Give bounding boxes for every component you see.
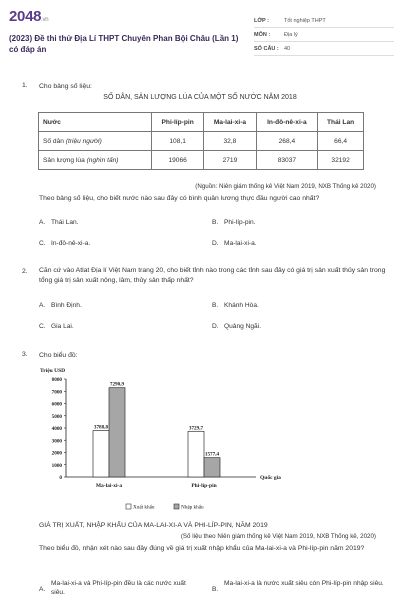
answer-option-b[interactable]: B.Ma-lai-xi-a là nước xuất siêu còn Phi-líp-pin nhập siêu. bbox=[212, 580, 384, 593]
table-cell: 32192 bbox=[318, 151, 364, 170]
chart-bar bbox=[109, 388, 125, 477]
y-tick-label: 1000 bbox=[51, 462, 62, 469]
question-text: Theo bảng số liệu, cho biết nước nào sau đây có bình quân lương thực đầu người cao nhất? bbox=[39, 195, 320, 202]
table-cell: 108,1 bbox=[152, 132, 204, 151]
chart-bar bbox=[204, 458, 220, 477]
question-number: 1. bbox=[22, 82, 28, 89]
answer-option-a[interactable]: A. Bình Định. bbox=[39, 302, 82, 309]
column-header: Thái Lan bbox=[318, 113, 364, 132]
meta-key: MÔN : bbox=[254, 31, 271, 38]
y-tick-label: 4000 bbox=[51, 426, 62, 432]
y-tick-label: 7000 bbox=[51, 389, 62, 396]
y-tick-label: 5000 bbox=[51, 413, 62, 420]
y-tick-label: 3000 bbox=[51, 438, 62, 445]
table-row bbox=[39, 132, 364, 151]
meta-value: Địa lý bbox=[284, 31, 298, 38]
table-title: SỐ DÂN, SẢN LƯỢNG LÚA CỦA MỘT SỐ NƯỚC NĂM 2018 bbox=[103, 94, 297, 101]
question-number: 2. bbox=[22, 268, 28, 275]
data-label: 3729,7 bbox=[188, 425, 204, 432]
question-intro: Cho biểu đồ: bbox=[39, 352, 78, 359]
y-axis-label: Triệu USD bbox=[40, 368, 66, 374]
question-number: 3. bbox=[22, 351, 28, 358]
answer-option-a[interactable]: A. Thái Lan. bbox=[39, 219, 79, 226]
data-table bbox=[38, 112, 364, 170]
x-tick-label: Phi-líp-pin bbox=[191, 483, 217, 489]
legend-swatch bbox=[174, 504, 179, 509]
table-cell: 2719 bbox=[204, 151, 256, 170]
y-tick-label: 8000 bbox=[51, 377, 62, 383]
column-header: Phi-líp-pin bbox=[152, 113, 204, 132]
answer-option-b[interactable]: B. Phi-líp-pin. bbox=[212, 219, 256, 226]
site-logo[interactable]: 2048.vn bbox=[9, 8, 49, 25]
y-tick-label: 2000 bbox=[51, 450, 62, 457]
meta-value: 40 bbox=[284, 45, 291, 52]
table-cell: 83037 bbox=[256, 151, 318, 170]
y-tick-label: 0 bbox=[59, 475, 62, 481]
x-axis-label: Quốc gia bbox=[260, 475, 281, 481]
question-intro: Cho bảng số liệu: bbox=[39, 83, 92, 90]
question-text: Theo biểu đồ, nhận xét nào sau đây đúng về giá trị xuất nhập khẩu của Ma-lai-xi-a và Phi-líp-pin năm 2019? bbox=[39, 545, 365, 552]
answer-option-c[interactable]: C. In-đô-nê-xi-a. bbox=[39, 240, 91, 247]
page-title: (2023) Đề thi thử Địa Lí THPT Chuyên Phan Bội Châu (Lần 1) có đáp án bbox=[9, 34, 239, 54]
table-header-row bbox=[39, 113, 364, 132]
data-label: 7290,9 bbox=[109, 381, 125, 388]
column-header: In-đô-nê-xi-a bbox=[256, 113, 318, 132]
question-text: Căn cứ vào Atlat Địa lí Việt Nam trang 20, cho biết tỉnh nào trong các tỉnh sau đây có giá trị sản xuất thủy sản trong tổng giá trị sản xuất nông, lâm, thủy sản thấp nhất? bbox=[39, 267, 386, 284]
legend-label: Nhập khẩu bbox=[181, 504, 204, 511]
column-header: Nước bbox=[39, 113, 152, 132]
data-label: 3788,8 bbox=[93, 424, 109, 431]
meta-value: Tốt nghiệp THPT bbox=[284, 17, 326, 24]
bar-chart bbox=[30, 362, 290, 514]
source-note: (Số liệu theo Niên giám thống kê Việt Nam 2019, NXB Thống kê, 2020) bbox=[180, 533, 376, 540]
table-cell: 268,4 bbox=[256, 132, 318, 151]
meta-key: SỐ CÂU : bbox=[254, 45, 279, 52]
legend-label: Xuất khẩu bbox=[133, 504, 155, 511]
page-header bbox=[0, 0, 400, 62]
answer-option-c[interactable]: C. Gia Lai. bbox=[39, 323, 74, 330]
row-label: Số dân (triệu người) bbox=[39, 132, 152, 151]
answer-option-a[interactable]: A.Ma-lai-xi-a và Phi-líp-pin đều là các nước xuất siêu. bbox=[39, 580, 186, 596]
column-header: Ma-lai-xi-a bbox=[204, 113, 256, 132]
row-label: Sản lượng lúa (nghìn tấn) bbox=[39, 151, 152, 170]
answer-option-d[interactable]: D. Ma-lai-xi-a. bbox=[212, 240, 257, 247]
table-row bbox=[39, 151, 364, 170]
legend-swatch bbox=[126, 504, 131, 509]
table-cell: 19066 bbox=[152, 151, 204, 170]
answer-option-d[interactable]: D. Quảng Ngãi. bbox=[212, 323, 262, 330]
answer-option-b[interactable]: B. Khánh Hòa. bbox=[212, 302, 259, 309]
y-tick-label: 6000 bbox=[51, 401, 62, 408]
x-tick-label: Ma-lai-xi-a bbox=[95, 483, 123, 489]
table-cell: 32,8 bbox=[204, 132, 256, 151]
source-note: (Nguồn: Niên giám thống kê Việt Nam 2019, NXB Thống kê 2020) bbox=[195, 183, 376, 190]
chart-bar bbox=[93, 431, 109, 477]
chart-title: GIÁ TRỊ XUẤT, NHẬP KHẨU CỦA MA-LAI-XI-A VÀ PHI-LÍP-PIN, NĂM 2019 bbox=[39, 522, 268, 529]
meta-key: LỚP : bbox=[254, 17, 269, 24]
data-label: 1577,4 bbox=[204, 451, 220, 458]
exam-meta bbox=[254, 14, 394, 56]
table-cell: 66,4 bbox=[318, 132, 364, 151]
chart-bar bbox=[188, 431, 204, 477]
